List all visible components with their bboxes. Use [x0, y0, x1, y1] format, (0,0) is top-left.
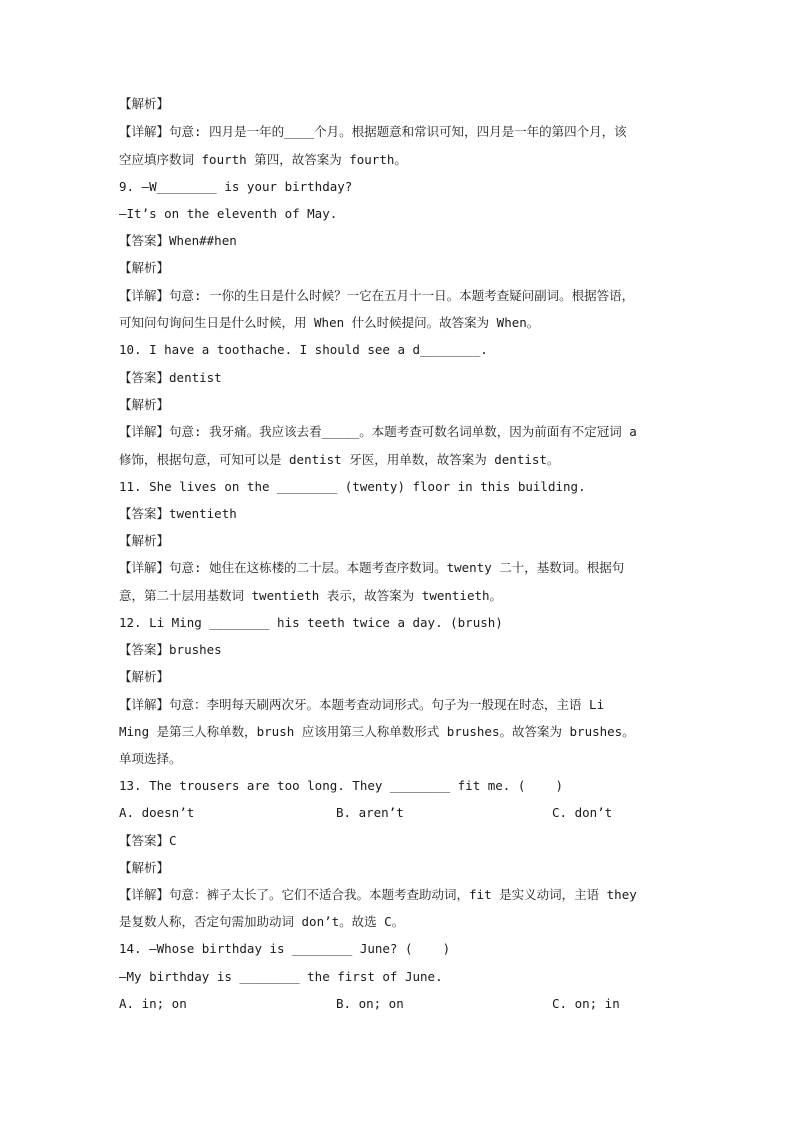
explanation-line: 是复数人称，否定句需加助动词 don’t。故选 C。 [119, 914, 405, 929]
explanation-line: 空应填序数词 fourth 第四，故答案为 fourth。 [119, 152, 407, 167]
explanation-line: 可知问句询问生日是什么时候，用 When 什么时候提问。故答案为 When。 [119, 315, 540, 330]
explanation-line: 【详解】句意: 四月是一年的____个月。根据题意和常识可知，四月是一年的第四个月，该 [119, 124, 627, 139]
question-9: 9. —W________ is your birthday? [119, 179, 353, 194]
analysis-heading: 【解析】 [119, 669, 170, 684]
explanation-line: 【详解】句意：李明每天刷两次牙。本题考查动词形式。句子为一般现在时态，主语 Li [119, 697, 605, 712]
question-14-reply: —My birthday is ________ the first of June. [119, 969, 443, 984]
option-c: C. on; in [552, 996, 620, 1011]
analysis-heading: 【解析】 [119, 397, 170, 412]
explanation-line: 【详解】句意: 我牙痛。我应该去看_____。本题考查可数名词单数，因为前面有不定冠词 a [119, 424, 637, 439]
analysis-heading: 【解析】 [119, 260, 170, 275]
option-c: C. don’t [552, 805, 613, 820]
explanation-line: 修饰，根据句意，可知可以是 dentist 牙医，用单数，故答案为 dentist。 [119, 452, 560, 467]
section-heading: 单项选择。 [119, 751, 182, 766]
answer-line: 【答案】dentist [119, 370, 222, 385]
question-12: 12. Li Ming ________ his teeth twice a day. (brush) [119, 615, 503, 630]
explanation-line: 【详解】句意：裤子太长了。它们不适合我。本题考查助动词，fit 是实义动词，主语 they [119, 887, 637, 902]
question-14: 14. —Whose birthday is ________ June? ( ) [119, 941, 451, 956]
explanation-line: 【详解】句意: 一你的生日是什么时候？一它在五月十一日。本题考查疑问副词。根据答语， [119, 288, 635, 303]
option-b: B. aren’t [336, 805, 404, 820]
answer-line: 【答案】When##hen [119, 233, 237, 248]
option-a: A. doesn’t [119, 805, 195, 820]
question-10: 10. I have a toothache. I should see a d________. [119, 342, 488, 357]
question-11: 11. She lives on the ________ (twenty) floor in this building. [119, 479, 586, 494]
explanation-line: 意，第二十层用基数词 twentieth 表示，故答案为 twentieth。 [119, 588, 503, 603]
option-b: B. on; on [336, 996, 404, 1011]
question-13: 13. The trousers are too long. They ________ fit me. ( ) [119, 778, 564, 793]
analysis-heading: 【解析】 [119, 860, 170, 875]
option-a: A. in; on [119, 996, 187, 1011]
question-9-answer-line: —It’s on the eleventh of May. [119, 206, 338, 221]
analysis-heading: 【解析】 [119, 533, 170, 548]
explanation-line: Ming 是第三人称单数，brush 应该用第三人称单数形式 brushes。故答案为 brushes。 [119, 724, 635, 739]
answer-line: 【答案】C [119, 833, 177, 848]
answer-line: 【答案】twentieth [119, 506, 237, 521]
analysis-heading: 【解析】 [119, 96, 170, 111]
answer-line: 【答案】brushes [119, 642, 222, 657]
explanation-line: 【详解】句意: 她住在这栋楼的二十层。本题考查序数词。twenty 二十，基数词。根据句 [119, 560, 625, 575]
